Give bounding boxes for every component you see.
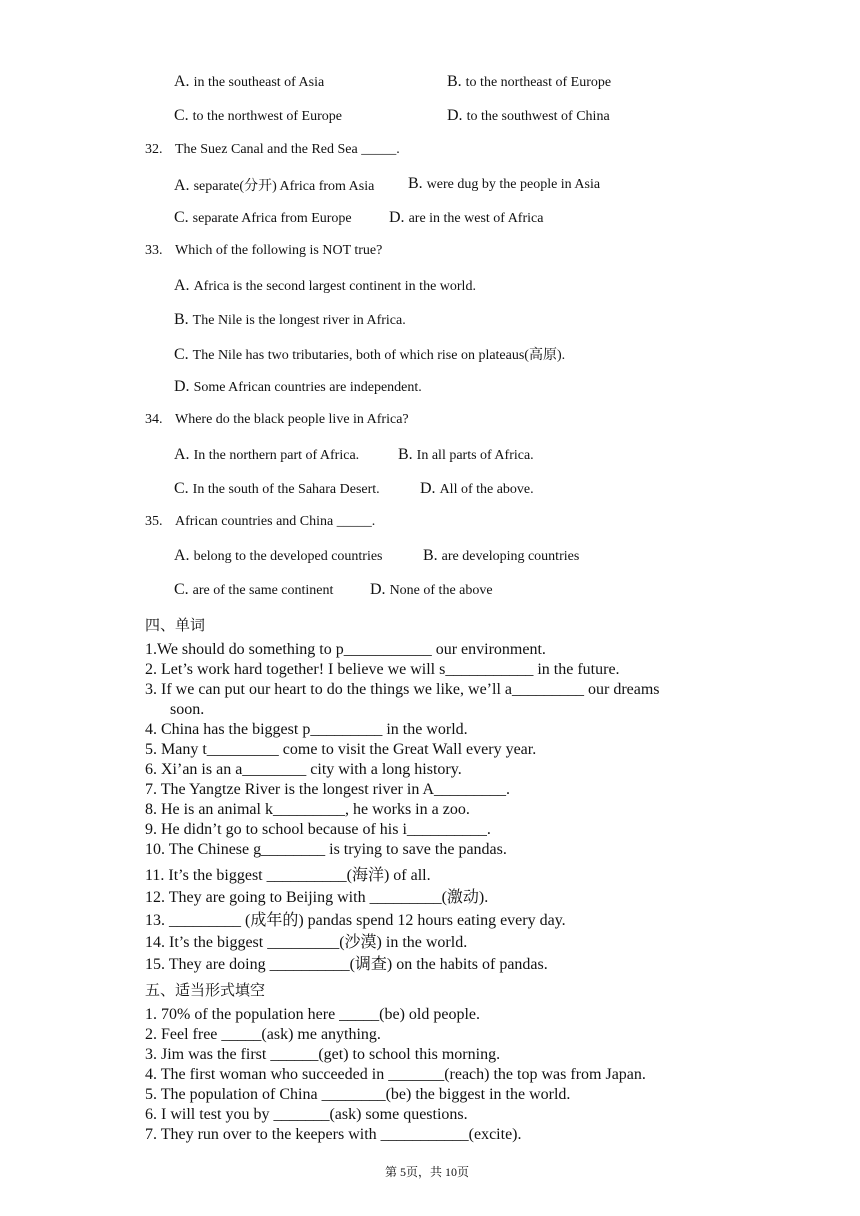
section4-item: 11. It’s the biggest __________(海洋) of all. xyxy=(145,867,431,884)
section4-item: 10. The Chinese g________ is trying to save the pandas. xyxy=(145,841,507,858)
section4-item: 8. He is an animal k_________, he works in a zoo. xyxy=(145,801,470,818)
q35-option-a: A. belong to the developed countries xyxy=(174,547,383,564)
section5-title: 五、适当形式填空 xyxy=(145,981,266,999)
q35-stem: 35. African countries and China _____. xyxy=(145,514,376,529)
section4-title: 四、单词 xyxy=(145,616,206,634)
section4-item: 12. They are going to Beijing with _________(激动). xyxy=(145,889,489,906)
section5-item: 7. They run over to the keepers with ___________(excite). xyxy=(145,1126,522,1143)
q32-stem: 32. The Suez Canal and the Red Sea _____. xyxy=(145,142,400,157)
q31-option-d: D. to the southwest of China xyxy=(447,107,610,124)
section5-item: 2. Feel free _____(ask) me anything. xyxy=(145,1026,381,1043)
page-footer: 第 5页，共 10页 xyxy=(385,1165,470,1179)
section4-item: 1.We should do something to p___________ our environment. xyxy=(145,641,546,658)
q32-option-d: D. are in the west of Africa xyxy=(389,209,544,226)
q32-option-b: B. were dug by the people in Asia xyxy=(408,175,601,192)
q34-stem: 34. Where do the black people live in Africa? xyxy=(145,412,409,427)
section4-item: 14. It’s the biggest _________(沙漠) in the world. xyxy=(145,934,468,951)
q35-option-d: D. None of the above xyxy=(370,581,493,598)
section4-item: 5. Many t_________ come to visit the Great Wall every year. xyxy=(145,741,537,758)
q35-option-b: B. are developing countries xyxy=(423,547,580,564)
q34-option-b: B. In all parts of Africa. xyxy=(398,446,534,463)
section4-item: 6. Xi’an is an a________ city with a long history. xyxy=(145,761,462,778)
section5-item: 1. 70% of the population here _____(be) old people. xyxy=(145,1006,481,1023)
section4-item: 4. China has the biggest p_________ in the world. xyxy=(145,721,468,738)
section5-item: 5. The population of China ________(be) the biggest in the world. xyxy=(145,1086,571,1103)
section4-item: 2. Let’s work hard together! I believe we will s___________ in the future. xyxy=(145,661,620,678)
section5-item: 6. I will test you by _______(ask) some questions. xyxy=(145,1106,468,1123)
q34-option-d: D. All of the above. xyxy=(420,480,534,497)
q33-option-a: A. Africa is the second largest continent in the world. xyxy=(174,277,476,294)
section4-item: 15. They are doing __________(调查) on the habits of pandas. xyxy=(145,956,548,973)
q33-option-d: D. Some African countries are independent. xyxy=(174,378,422,395)
section4-item: 7. The Yangtze River is the longest river in A_________. xyxy=(145,781,510,798)
q35-option-c: C. are of the same continent xyxy=(174,581,334,598)
q34-option-a: A. In the northern part of Africa. xyxy=(174,446,360,463)
section4-item: 3. If we can put our heart to do the things we like, we’ll a_________ our dreams xyxy=(145,681,660,698)
q32-option-c: C. separate Africa from Europe xyxy=(174,209,352,226)
section5-item: 4. The first woman who succeeded in _______(reach) the top was from Japan. xyxy=(145,1066,646,1083)
q33-stem: 33. Which of the following is NOT true? xyxy=(145,243,383,258)
q31-option-a: A. in the southeast of Asia xyxy=(174,73,325,90)
q31-option-b: B. to the northeast of Europe xyxy=(447,73,612,90)
section4-item-continuation: soon. xyxy=(170,701,205,718)
section4-item: 13. _________ (成年的) pandas spend 12 hours eating every day. xyxy=(145,912,566,929)
q33-option-b: B. The Nile is the longest river in Africa. xyxy=(174,311,406,328)
q34-option-c: C. In the south of the Sahara Desert. xyxy=(174,480,380,497)
section5-item: 3. Jim was the first ______(get) to school this morning. xyxy=(145,1046,501,1063)
section4-item: 9. He didn’t go to school because of his i__________. xyxy=(145,821,491,838)
q31-option-c: C. to the northwest of Europe xyxy=(174,107,342,124)
q32-option-a: A. separate(分开) Africa from Asia xyxy=(174,177,375,194)
q33-option-c: C. The Nile has two tributaries, both of which rise on plateaus(高原). xyxy=(174,346,566,363)
